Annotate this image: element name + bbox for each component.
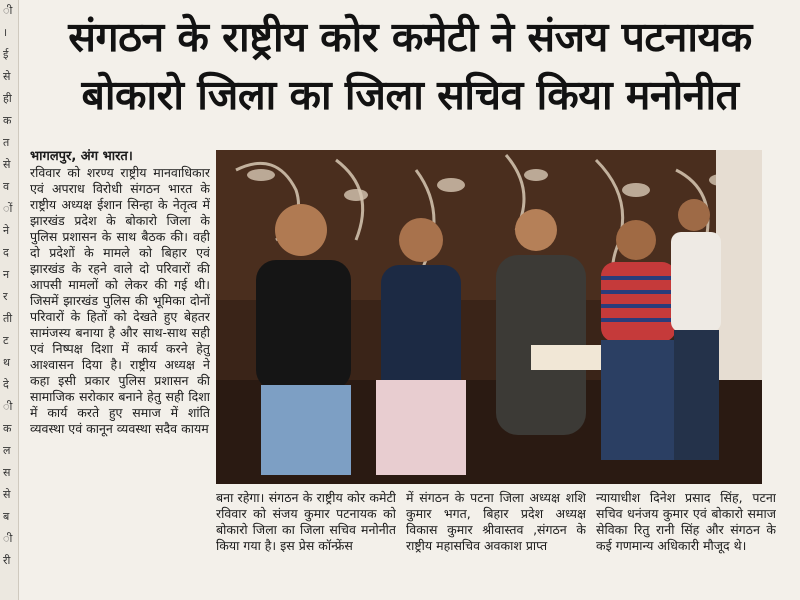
news-photo bbox=[216, 150, 762, 484]
strip-fragment: ी bbox=[3, 400, 13, 413]
article-body-col2: बना रहेगा। संगठन के राष्ट्रीय कोर कमेटी रविवार को संजय कुमार पटनायक को बोकारो जिला का जिला सचिव मनोनीत किया गया है। इस प्रेस कॉन्फ्रेंस bbox=[216, 490, 396, 553]
strip-fragment: से bbox=[3, 70, 11, 83]
strip-fragment: न bbox=[3, 268, 10, 281]
strip-fragment: । bbox=[3, 26, 8, 39]
strip-fragment: ही bbox=[3, 92, 12, 105]
strip-fragment: से bbox=[3, 158, 11, 171]
headline-line-2: बोकारो जिला का जिला सचिव किया मनोनीत bbox=[81, 71, 739, 119]
strip-fragment: र bbox=[3, 290, 8, 303]
strip-fragment: री bbox=[3, 554, 11, 567]
strip-fragment: द bbox=[3, 246, 9, 259]
adjacent-column-fragment bbox=[0, 0, 19, 600]
article-column-1 bbox=[30, 148, 210, 596]
strip-fragment: ने bbox=[3, 224, 10, 237]
strip-fragment: स bbox=[3, 466, 11, 479]
strip-fragment: क bbox=[3, 422, 12, 435]
article-body-col1: रविवार को शरण्य राष्ट्रीय मानवाधिकार एवं अपराध विरोधी संगठन भारत के राष्ट्रीय अध्यक्ष ईशान सिन्हा के नेतृत्व में झारखंड प्रदेश के बोकारो जिला के पुलिस प्रशासन के साथ बैठक की। वही दो प्रदेशों के मामले को बिहार एवं झारखंड के रहने वाले दो परिवारों की आपसी मामलों को लेकर की गई थी। जिसमें झारखंड पुलिस की भूमिका दोनों परिवारों के हितों को देखते हुए बेहतर सामंजस्य बनाया है और साथ-साथ सही एवं निष्पक्ष दिशा में कार्य करने हेतु आश्वासन दिया है। राष्ट्रीय अध्यक्ष ने कहा इसी प्रकार पुलिस प्रशासन की सामाजिक सरोकार बनाने हेतु सही दिशा में कार्य करते हुए समाज में शांति व्यवस्था एवं कानून व्यवस्था सदैव कायम bbox=[30, 165, 210, 436]
strip-fragment: ी bbox=[3, 4, 13, 17]
article-body-col3: में संगठन के पटना जिला अध्यक्ष शशि कुमार भगत, बिहार प्रदेश अध्यक्ष विकास कुमार श्रीवास्तव ,संगठन के राष्ट्रीय महासचिव अवकाश प्राप्त bbox=[406, 490, 586, 553]
strip-fragment: ों bbox=[3, 202, 13, 215]
strip-fragment: व bbox=[3, 180, 10, 193]
strip-fragment: थ bbox=[3, 356, 11, 369]
article-body-col4: न्यायाधीश दिनेश प्रसाद सिंह, पटना सचिव धनंजय कुमार एवं बोकारो समाज सेविका रितु रानी सिंह और संगठन के कई गणमान्य अधिकारी मौजूद थे। bbox=[596, 490, 776, 553]
article-bottom-columns bbox=[216, 490, 776, 596]
strip-fragment: से bbox=[3, 488, 11, 501]
strip-fragment: क bbox=[3, 114, 12, 127]
strip-fragment: दे bbox=[3, 378, 9, 391]
strip-fragment: ल bbox=[3, 444, 11, 457]
strip-fragment: ी bbox=[3, 532, 13, 545]
strip-fragment: ती bbox=[3, 312, 13, 325]
strip-fragment: त bbox=[3, 136, 10, 149]
strip-fragment: ई bbox=[3, 48, 9, 61]
strip-fragment: ब bbox=[3, 510, 10, 523]
dateline: भागलपुर, अंग भारत। bbox=[30, 149, 133, 164]
headline-line-1: संगठन के राष्ट्रीय कोर कमेटी ने संजय पटनायक bbox=[68, 13, 752, 61]
strip-fragment: ट bbox=[3, 334, 9, 347]
press-meet-photo-illustration bbox=[216, 150, 762, 484]
